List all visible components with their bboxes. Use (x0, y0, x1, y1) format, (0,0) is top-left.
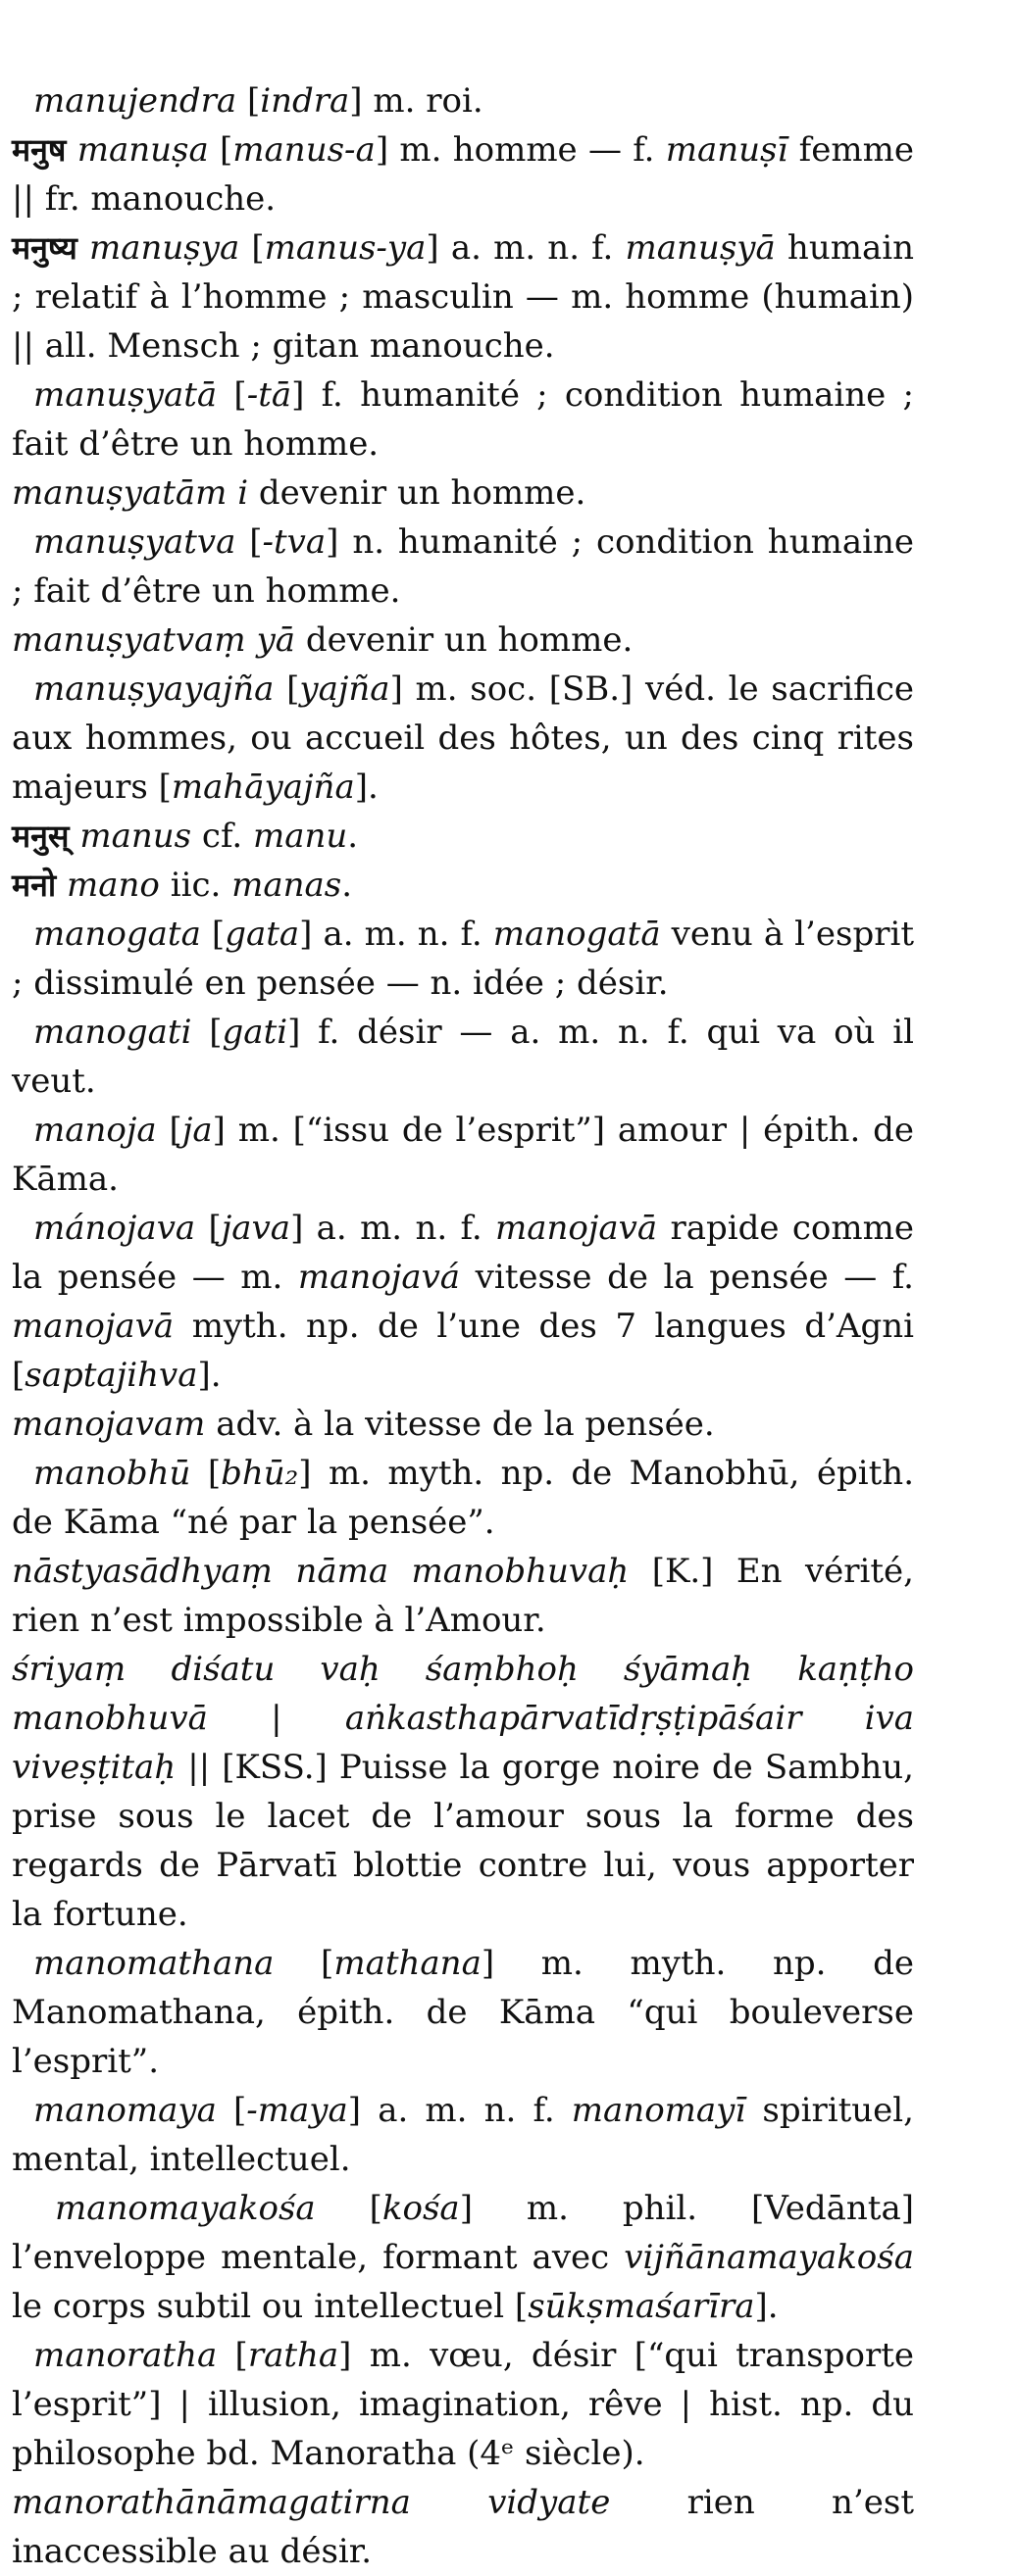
definition-text: humain ; relatif à l’homme ; masculin — m. homme (humain) || all. Mensch ; gitan manouche. (12, 228, 914, 366)
transliteration-text: gati (222, 1013, 288, 1052)
definition-text: ] m. roi. (349, 81, 483, 121)
transliteration-text: manomathana (33, 1944, 275, 1983)
definition-text: [ (217, 2336, 248, 2375)
definition-text: [ (239, 228, 265, 268)
transliteration-text: manogatā (492, 915, 661, 954)
transliteration-text: manas (231, 866, 342, 905)
transliteration-text: manuṣyatām i (12, 473, 249, 513)
definition-text: [ (191, 1013, 223, 1052)
definition-text: [ (195, 1209, 222, 1248)
transliteration-text: manogata (33, 915, 201, 954)
transliteration-text: ja (181, 1111, 213, 1150)
definition-text: [ (235, 522, 263, 562)
definition-text: ] f. désir — a. m. n. f. qui va où il veut. (12, 1013, 914, 1101)
definition-text: [ (236, 81, 261, 121)
definition-text: le corps subtil ou intellectuel [ (12, 2287, 529, 2326)
definition-text: . (347, 817, 359, 856)
transliteration-text: manuṣyā (625, 228, 776, 268)
dictionary-entry (12, 910, 914, 1008)
transliteration-text: kośa (381, 2189, 460, 2228)
devanagari-headword: मनो (12, 867, 57, 904)
definition-text: ] a. m. n. f. (426, 228, 626, 268)
transliteration-text: manomaya (33, 2091, 217, 2130)
definition-text: || [KSS.] Puisse la gorge noire de Sambhu, prise sous le lacet de l’amour sous la forme des regards de Pārvatī blottie contre lui, vous apporter la fortune. (12, 1748, 914, 1934)
transliteration-text: manoja (33, 1111, 157, 1150)
transliteration-text: manojavā (12, 1307, 175, 1346)
transliteration-text: vijñānamayakośa (624, 2238, 914, 2277)
definition-text: ] m. homme — f. (375, 130, 666, 170)
transliteration-text: manomayakośa (55, 2189, 316, 2228)
dictionary-entry (12, 2184, 914, 2331)
dictionary-entry (12, 1449, 914, 1547)
dictionary-entry (12, 2478, 914, 2576)
definition-text: rien n’est inaccessible au désir. (12, 2483, 914, 2571)
transliteration-text: manorathānāmagatirna vidyate (12, 2483, 611, 2522)
definition-text: rapide comme la pensée — m. (12, 1209, 914, 1297)
transliteration-text: manuṣa (76, 130, 209, 170)
dictionary-entry (12, 1400, 914, 1449)
transliteration-text: sūkṣmaśarīra (528, 2287, 755, 2326)
dictionary-entry (12, 1645, 914, 1939)
transliteration-text: ratha (247, 2336, 339, 2375)
transliteration-text: manuṣyatā (33, 375, 218, 415)
definition-text: iic. (159, 866, 232, 905)
definition-text: [ (274, 1944, 334, 1983)
transliteration-text: manuṣyayajña (33, 669, 275, 709)
devanagari-headword: मनुष (12, 131, 67, 169)
transliteration-text: manojavā (494, 1209, 658, 1248)
transliteration-text: manojavam (12, 1405, 206, 1444)
transliteration-text: yajña (299, 669, 390, 709)
definition-text: ] f. humanité ; condition humaine ; fait d’être un homme. (12, 375, 915, 464)
transliteration-text: -tva (262, 522, 327, 562)
definition-text: venu à l’esprit ; dissimulé en pensée — n. idée ; désir. (12, 915, 914, 1003)
definition-text: devenir un homme. (248, 473, 586, 513)
definition-text: femme || fr. manouche. (12, 130, 914, 219)
dictionary-entry (12, 371, 914, 469)
transliteration-text: manus (79, 817, 192, 856)
transliteration-text: mathana (333, 1944, 482, 1983)
transliteration-text: manu (252, 817, 348, 856)
definition-text (56, 866, 67, 905)
definition-text: [K.] En vérité, rien n’est impossible à l’Amour. (12, 1552, 914, 1640)
definition-text: [ (274, 669, 300, 709)
definition-text: ] m. myth. np. de Manobhū, épith. de Kāma “né par la pensée”. (12, 1454, 915, 1542)
dictionary-entry (12, 76, 914, 125)
definition-text: devenir un homme. (295, 620, 634, 660)
definition-text (66, 130, 76, 170)
definition-text: ] m. myth. np. de Manomathana, épith. de Kāma “qui bouleverse l’esprit”. (12, 1944, 914, 2081)
definition-text: vitesse de la pensée — f. (460, 1258, 914, 1297)
transliteration-text: mánojava (33, 1209, 196, 1248)
definition-text: [ (315, 2189, 382, 2228)
dictionary-entry (12, 861, 914, 910)
transliteration-text: manus-a (232, 130, 376, 170)
definition-text (77, 228, 89, 268)
definition-text: cf. (191, 817, 253, 856)
dictionary-entry (12, 469, 914, 518)
definition-text: [ (217, 375, 247, 415)
dictionary-entry (12, 223, 914, 371)
transliteration-text: indra (260, 81, 350, 121)
devanagari-headword: मनुष्य (12, 229, 77, 267)
dictionary-entry (12, 518, 914, 616)
definition-text: [ (190, 1454, 222, 1493)
transliteration-text: saptajihva (25, 1356, 198, 1395)
dictionary-entry (12, 1939, 914, 2086)
transliteration-text: -tā (246, 375, 292, 415)
transliteration-text: manuṣyatvaṃ yā (12, 620, 296, 660)
dictionary-entry (12, 2331, 914, 2478)
dictionary-page (12, 76, 914, 2576)
transliteration-text: -maya (246, 2091, 348, 2130)
definition-text: adv. à la vitesse de la pensée. (205, 1405, 715, 1444)
definition-text: [ (200, 915, 226, 954)
definition-text: [ (156, 1111, 182, 1150)
dictionary-entry (12, 812, 914, 861)
definition-text: ] a. m. n. f. (299, 915, 493, 954)
transliteration-text: bhū₂ (221, 1454, 299, 1493)
dictionary-entry (12, 125, 914, 223)
transliteration-text: nāstyasādhyaṃ nāma manobhuvaḥ (12, 1552, 630, 1591)
definition-text: ] a. m. n. f. (290, 1209, 495, 1248)
transliteration-text: manobhū (33, 1454, 191, 1493)
definition-text: ] m. soc. [SB.] véd. le sacrifice aux hommes, ou accueil des hôtes, un des cinq rites majeurs [ (12, 669, 914, 807)
dictionary-entry (12, 1547, 914, 1645)
definition-text: ] m. vœu, désir [“qui transporte l’esprit”] | illusion, imagination, rêve | hist. np. du philosophe bd. Manoratha (4ᵉ siècle). (12, 2336, 914, 2473)
dictionary-entry (12, 1008, 914, 1106)
transliteration-text: java (221, 1209, 291, 1248)
definition-text: ] m. phil. [Vedānta] l’enveloppe mentale, formant avec (12, 2189, 914, 2277)
transliteration-text: mahāyajña (171, 768, 355, 807)
dictionary-entry (12, 2086, 914, 2184)
devanagari-headword: मनुस् (12, 817, 70, 855)
definition-text: ] m. [“issu de l’esprit”] amour | épith. de Kāma. (12, 1111, 914, 1199)
transliteration-text: manuṣī (665, 130, 788, 170)
definition-text (70, 817, 80, 856)
dictionary-entry (12, 1106, 914, 1204)
definition-text: ]. (754, 2287, 779, 2326)
definition-text: ] n. humanité ; condition humaine ; fait d’être un homme. (12, 522, 914, 611)
definition-text: [ (208, 130, 233, 170)
transliteration-text: manomayī (571, 2091, 746, 2130)
definition-text: spirituel, mental, intellectuel. (12, 2091, 914, 2179)
definition-text: ]. (354, 768, 379, 807)
dictionary-entry (12, 665, 914, 812)
transliteration-text: manoratha (33, 2336, 218, 2375)
definition-text: . (341, 866, 353, 905)
definition-text: ] a. m. n. f. (347, 2091, 572, 2130)
definition-text: [ (216, 2091, 247, 2130)
transliteration-text: manuṣya (89, 228, 240, 268)
transliteration-text: manojavá (297, 1258, 461, 1297)
transliteration-text: gata (225, 915, 300, 954)
transliteration-text: śriyaṃ diśatu vaḥ śaṃbhoḥ śyāmaḥ kaṇṭho manobhuvā | aṅkasthapārvatīdṛṣṭipāśair iva viveṣṭitaḥ (12, 1650, 914, 1787)
transliteration-text: mano (67, 866, 160, 905)
transliteration-text: manogati (33, 1013, 192, 1052)
definition-text: ]. (197, 1356, 222, 1395)
definition-text: myth. np. de l’une des 7 langues d’Agni [ (12, 1307, 914, 1395)
transliteration-text: manus-ya (264, 228, 427, 268)
transliteration-text: manujendra (33, 81, 237, 121)
dictionary-entry (12, 1204, 914, 1400)
transliteration-text: manuṣyatva (33, 522, 236, 562)
dictionary-entry (12, 616, 914, 665)
